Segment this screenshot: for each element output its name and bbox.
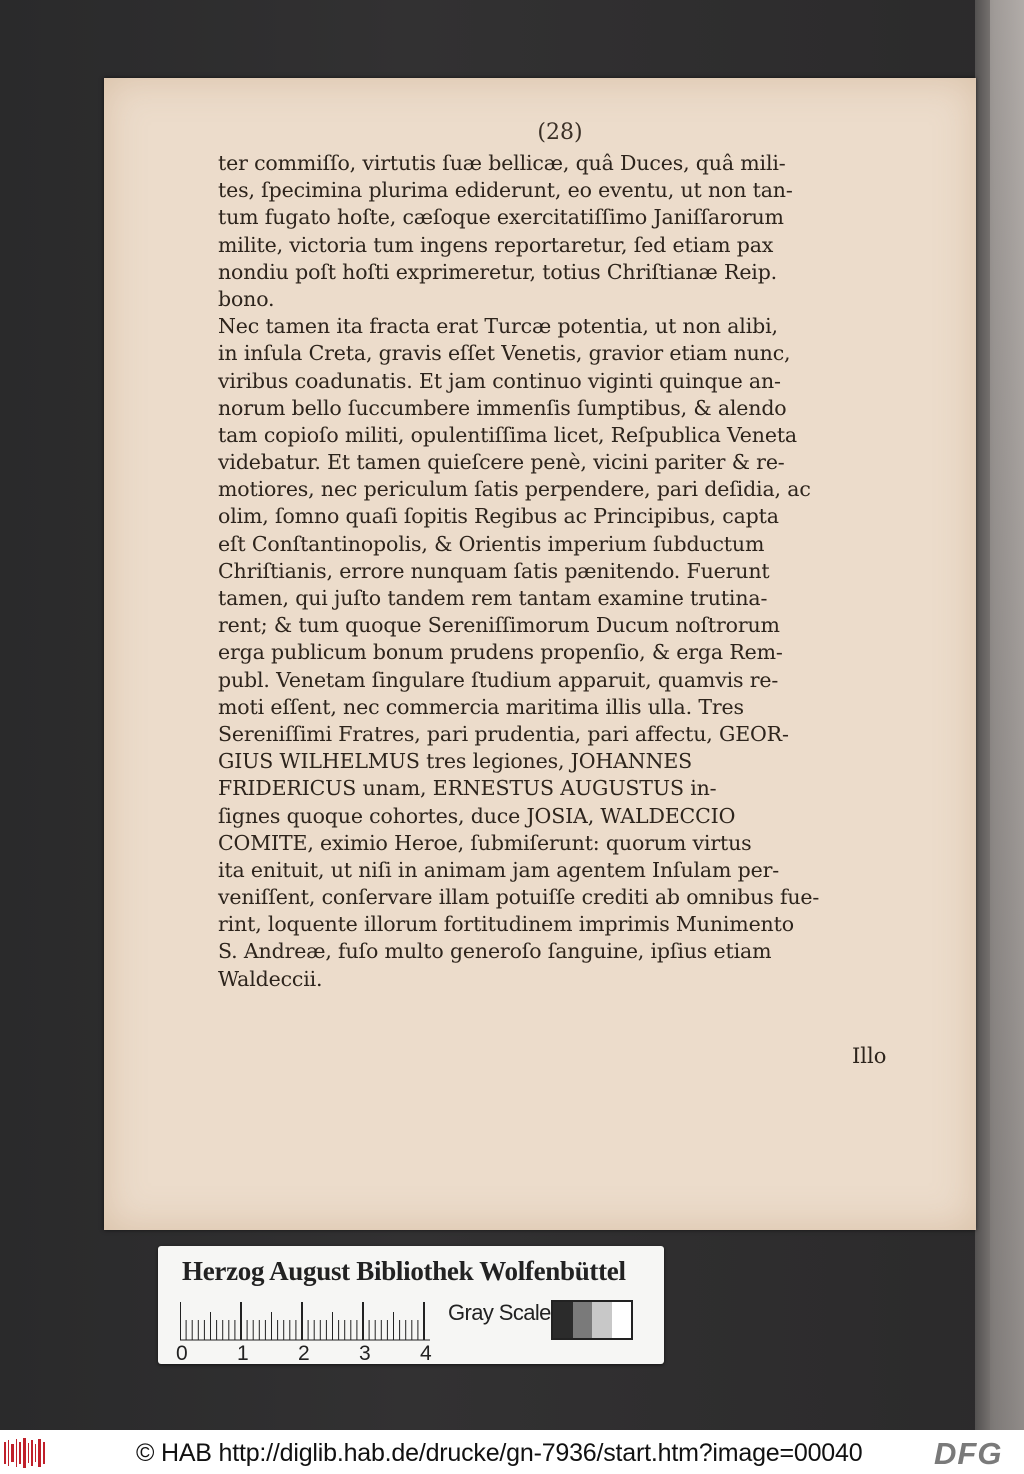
text-line: motiores, nec periculum ſatis perpendere, pari deſidia, ac <box>218 477 811 502</box>
page-number: (28) <box>537 120 583 145</box>
dfg-logo: DFG <box>934 1436 1003 1471</box>
ruler-label: 1 <box>237 1342 249 1365</box>
gray-swatch <box>592 1302 612 1338</box>
ruler-labels <box>176 1342 480 1365</box>
gray-scale-label: Gray Scale <box>448 1300 551 1325</box>
text-line: S. Andreæ, fuſo multo generoſo ſanguine, ipſius etiam <box>218 939 772 964</box>
gray-swatch <box>573 1302 593 1338</box>
catchword: Illo <box>852 1044 887 1068</box>
text-line: moti eſſent, nec commercia maritima illis ulla. Tres <box>218 694 744 719</box>
ruler <box>180 1302 456 1342</box>
ruler-label: 2 <box>298 1342 310 1365</box>
text-line: rint, loquente illorum fortitudinem imprimis Munimento <box>218 912 794 937</box>
copyright-url[interactable]: © HAB http://diglib.hab.de/drucke/gn-7936/start.htm?image=00040 <box>136 1439 863 1467</box>
text-line: ſignes quoque cohortes, duce JOSIA, WALDECCIO <box>218 803 736 828</box>
text-line: nondiu poſt hoſti exprimeretur, totius Chriſtianæ Reip. <box>218 259 778 284</box>
text-line: COMITE, eximio Heroe, ſubmiſerunt: quorum virtus <box>218 830 752 855</box>
ruler-label: 3 <box>359 1342 371 1365</box>
ruler-label: 4 <box>420 1342 432 1365</box>
text-line: Waldeccii. <box>218 966 323 991</box>
ruler-label: 0 <box>176 1342 188 1365</box>
text-line: erga publicum bonum prudens propenſio, & erga Rem- <box>218 640 783 665</box>
text-line: tamen, qui juſto tandem rem tantam examine trutina- <box>218 586 768 610</box>
text-line: rent; & tum quoque Sereniſſimorum Ducum noſtrorum <box>218 613 780 638</box>
gray-swatch <box>612 1302 632 1338</box>
page-flap-highlight <box>990 0 1024 1430</box>
text-line: FRIDERICUS unam, ERNESTUS AUGUSTUS in- <box>218 776 717 801</box>
text-line: tam copioſo militi, opulentiſſima licet, Reſpublica Veneta <box>218 422 797 447</box>
barcode-icon <box>4 1438 48 1468</box>
text-line: ita enituit, ut niſi in animam jam agentem Inſulam per- <box>218 857 780 882</box>
text-line: eſt Conſtantinopolis, & Orientis imperium ſubductum <box>218 531 765 556</box>
text-line: tes, ſpecimina plurima ediderunt, eo eventu, ut non tan- <box>218 178 793 203</box>
text-line: Sereniſſimi Fratres, pari prudentia, pari affectu, GEOR- <box>218 721 789 746</box>
color-scale-card <box>158 1246 664 1364</box>
text-line: tum fugato hoſte, cæſoque exercitatiſſimo Janiſſarorum <box>218 205 784 230</box>
text-line: GIUS WILHELMUS tres legiones, JOHANNES <box>218 749 693 774</box>
text-line: videbatur. Et tamen quieſcere penè, vicini pariter & re- <box>218 450 785 475</box>
text-line: olim, ſomno quaſi ſopitis Regibus ac Principibus, capta <box>218 504 779 529</box>
footer-bar <box>0 1430 1024 1474</box>
text-line: Chriſtianis, errore nunquam ſatis pænitendo. Fuerunt <box>218 558 770 583</box>
text-line: milite, victoria tum ingens reportaretur, ſed etiam pax <box>218 232 774 257</box>
text-line: viribus coadunatis. Et jam continuo viginti quinque an- <box>218 368 781 393</box>
text-line: Nec tamen ita fracta erat Turcæ potentia, ut non alibi, <box>218 314 778 339</box>
text-line: veniſſent, conſervare illam potuiſſe crediti ab omnibus fue- <box>218 885 820 910</box>
text-line: in inſula Creta, gravis eſſet Venetis, gravior etiam nunc, <box>218 341 791 366</box>
text-line: norum bello ſuccumbere immenſis ſumptibus, & alendo <box>218 395 787 420</box>
library-name: Herzog August Bibliothek Wolfenbüttel <box>182 1256 626 1286</box>
text-line: ter commiſſo, virtutis ſuæ bellicæ, quâ Duces, quâ mili- <box>218 151 786 175</box>
text-line: bono. <box>218 286 275 311</box>
page-text <box>218 150 898 993</box>
gray-scale-swatches <box>551 1300 633 1340</box>
gray-swatch <box>553 1302 573 1338</box>
text-line: publ. Venetam ſingulare ſtudium apparuit, quamvis re- <box>218 667 779 692</box>
